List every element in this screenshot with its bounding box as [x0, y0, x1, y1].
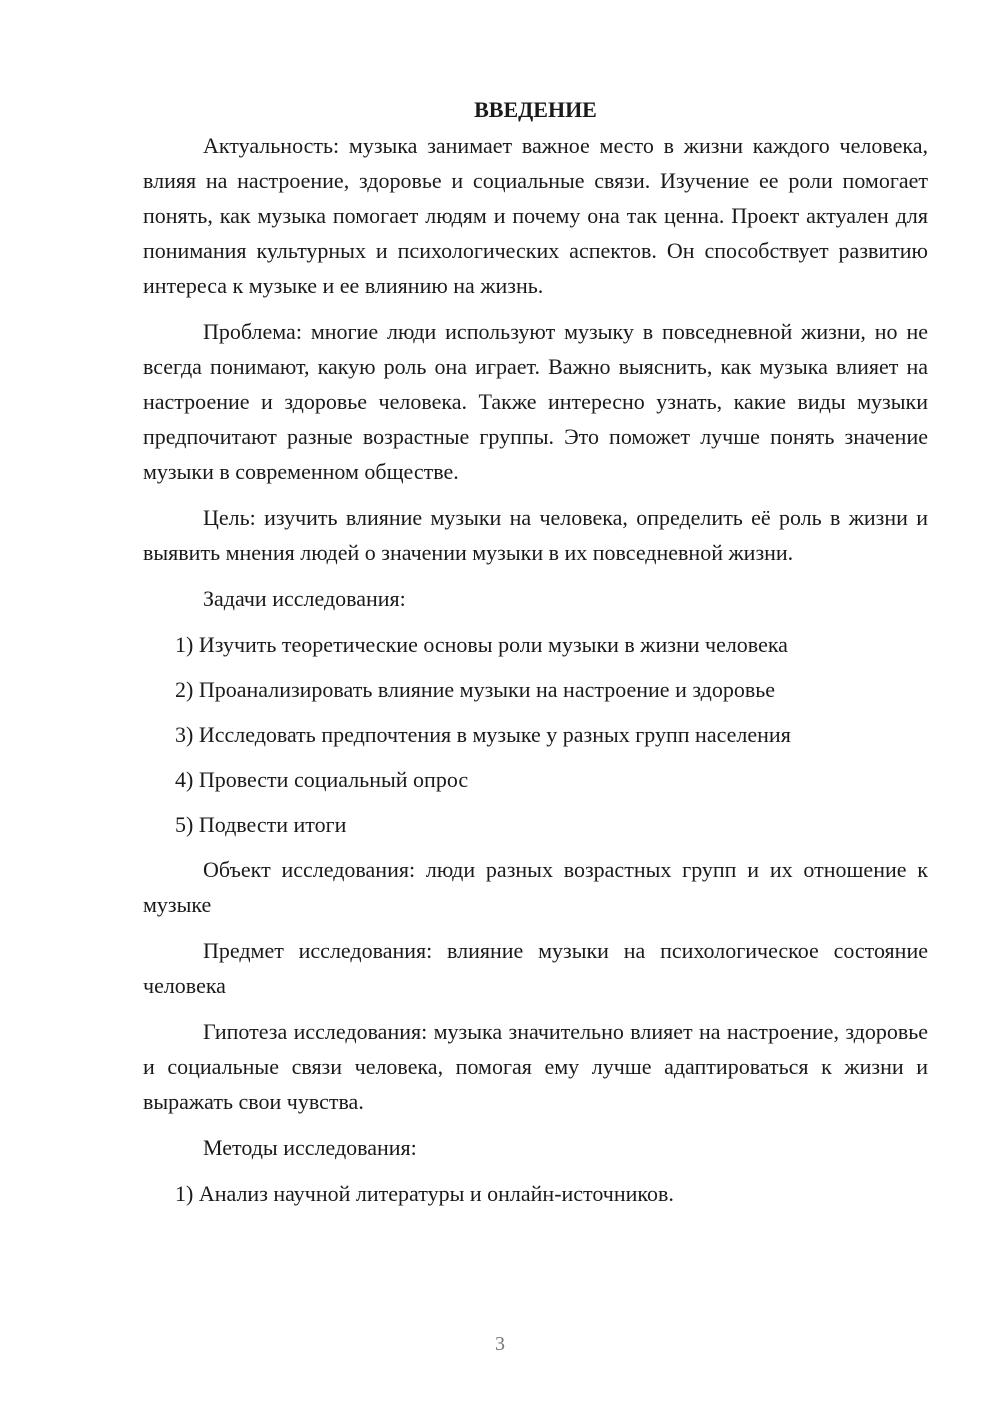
task-item-3: 3) Исследовать предпочтения в музыке у разных групп населения — [175, 722, 791, 747]
task-item-1: 1) Изучить теоретические основы роли музыки в жизни человека — [175, 632, 788, 657]
problem-paragraph: Проблема: многие люди используют музыку в повседневной жизни, но не всегда понимают, какую роль она играет. Важно выяснить, как музыка влияет на настроение и здоровье человека. Также интересно узнать, какие виды музыки предпочитают разные возрастные группы. Это поможет лучше понять значение музыки в современном обществе. — [143, 319, 928, 484]
tasks-list — [143, 627, 928, 842]
task-item-4: 4) Провести социальный опрос — [175, 767, 469, 792]
task-item-2: 2) Проанализировать влияние музыки на настроение и здоровье — [175, 677, 776, 702]
hypothesis-paragraph: Гипотеза исследования: музыка значительно влияет на настроение, здоровье и социальные связи человека, помогая ему лучше адаптироваться к жизни и выражать свои чувства. — [143, 1019, 928, 1114]
task-item-5: 5) Подвести итоги — [175, 812, 347, 837]
page-number: 3 — [495, 1333, 505, 1355]
section-title: ВВЕДЕНИЕ — [474, 97, 597, 122]
tasks-heading: Задачи исследования: — [203, 586, 406, 611]
goal-paragraph: Цель: изучить влияние музыки на человека, определить её роль в жизни и выявить мнения людей о значении музыки в их повседневной жизни. — [143, 505, 928, 565]
methods-list — [143, 1176, 928, 1211]
document-page — [143, 94, 928, 1221]
method-item-1: 1) Анализ научной литературы и онлайн-источников. — [175, 1181, 674, 1206]
relevance-paragraph: Актуальность: музыка занимает важное место в жизни каждого человека, влияя на настроение, здоровье и социальные связи. Изучение ее роли помогает понять, как музыка помогает людям и почему она так ценна. Проект актуален для понимания культурных и психологических аспектов. Он способствует развитию интереса к музыке и ее влиянию на жизнь. — [143, 133, 928, 298]
methods-heading: Методы исследования: — [203, 1135, 417, 1160]
subject-paragraph: Предмет исследования: влияние музыки на психологическое состояние человека — [143, 938, 928, 998]
object-paragraph: Объект исследования: люди разных возрастных групп и их отношение к музыке — [143, 857, 928, 917]
